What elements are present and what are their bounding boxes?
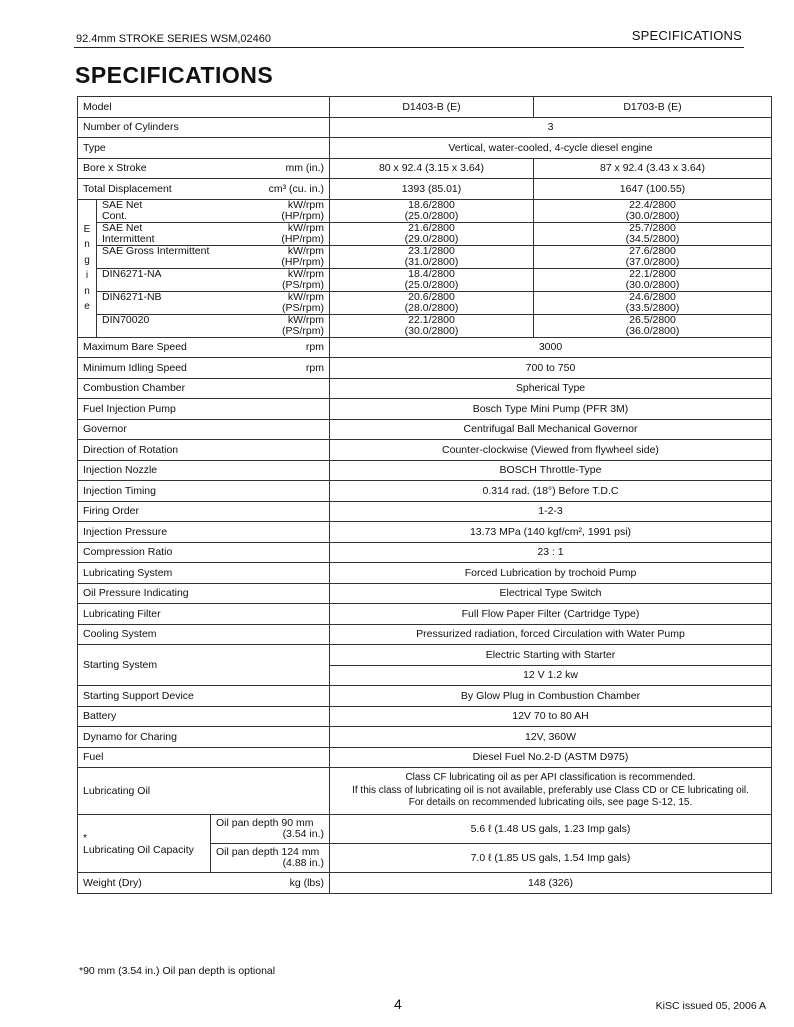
- engine-name-sub: Intermittent: [102, 232, 155, 245]
- engine-a-value: 20.6/2800: [408, 290, 455, 303]
- oilcap-r2-value: 7.0 ℓ (1.85 US gals, 1.54 Imp gals): [330, 844, 772, 873]
- issued-note: KiSC issued 05, 2006 A: [655, 1000, 766, 1012]
- engine-row: [78, 199, 772, 222]
- engine-name: SAE Net: [102, 198, 143, 211]
- displacement-label: Total Displacement: [83, 182, 172, 195]
- engine-a-value-alt: (30.0/2800): [404, 324, 459, 337]
- weight-cell: [78, 873, 330, 894]
- timing-value: 0.314 rad. (18°) Before T.D.C: [330, 481, 772, 502]
- row-firing: [78, 501, 772, 522]
- fuel-label: Fuel: [78, 747, 330, 768]
- engine-b-value: 25.7/2800: [629, 221, 676, 234]
- oilcap-r1-label: Oil pan depth 90 mm: [216, 817, 314, 829]
- row-compression: [78, 542, 772, 563]
- engine-unit: kW/rpm: [287, 198, 324, 211]
- luboil-value: [330, 768, 772, 815]
- engine-row: [78, 268, 772, 291]
- engine-unit-sub: (PS/rpm): [282, 301, 324, 314]
- engine-a-value: 23.1/2800: [408, 244, 455, 257]
- row-nozzle: [78, 460, 772, 481]
- engine-a-value-alt: (31.0/2800): [404, 255, 459, 268]
- rotation-value: Counter-clockwise (Viewed from flywheel side): [330, 440, 772, 461]
- startsupport-value: By Glow Plug in Combustion Chamber: [330, 686, 772, 707]
- oilcap-label: Lubricating Oil Capacity: [83, 843, 194, 856]
- oilpressure-label: Oil Pressure Indicating: [78, 583, 330, 604]
- oilcap-r2-label: Oil pan depth 124 mm: [216, 846, 320, 858]
- firing-value: 1-2-3: [330, 501, 772, 522]
- engine-row-label: [97, 199, 330, 222]
- governor-label: Governor: [78, 419, 330, 440]
- engine-row: [78, 314, 772, 337]
- engine-unit-sub: (HP/rpm): [281, 209, 324, 222]
- maxspeed-cell: [78, 337, 330, 358]
- engine-letter: n: [84, 285, 90, 297]
- battery-label: Battery: [78, 706, 330, 727]
- oilcap-r2-cell: [211, 844, 330, 873]
- engine-letter: g: [84, 254, 90, 266]
- engine-a-value-alt: (29.0/2800): [404, 232, 459, 245]
- engine-b-value-alt: (37.0/2800): [625, 255, 680, 268]
- compression-value: 23 : 1: [330, 542, 772, 563]
- model-label: Model: [78, 97, 330, 118]
- engine-row-label: [97, 314, 330, 337]
- engine-name: SAE Net: [102, 221, 143, 234]
- weight-value: 148 (326): [330, 873, 772, 894]
- row-lubfilter: [78, 604, 772, 625]
- row-combustion: [78, 378, 772, 399]
- row-rotation: [78, 440, 772, 461]
- engine-unit-sub: (PS/rpm): [282, 324, 324, 337]
- header-rule: [74, 47, 744, 48]
- nozzle-label: Injection Nozzle: [78, 460, 330, 481]
- cylinders-value: 3: [330, 117, 772, 138]
- rotation-label: Direction of Rotation: [78, 440, 330, 461]
- engine-a-value-alt: (28.0/2800): [404, 301, 459, 314]
- maxspeed-value: 3000: [330, 337, 772, 358]
- engine-a: [330, 291, 534, 314]
- combustion-label: Combustion Chamber: [78, 378, 330, 399]
- row-weight: [78, 873, 772, 894]
- row-displacement: [78, 179, 772, 200]
- cylinders-label: Number of Cylinders: [78, 117, 330, 138]
- displacement-unit: cm³ (cu. in.): [268, 182, 324, 195]
- engine-unit: kW/rpm: [287, 244, 324, 257]
- page-title: SPECIFICATIONS: [75, 62, 274, 88]
- engine-b: [534, 222, 772, 245]
- engine-a-value: 22.1/2800: [408, 313, 455, 326]
- engine-a-value: 18.6/2800: [408, 198, 455, 211]
- maxspeed-label: Maximum Bare Speed: [83, 341, 187, 354]
- engine-b-value: 26.5/2800: [629, 313, 676, 326]
- engine-row: [78, 222, 772, 245]
- engine-letter: n: [84, 239, 90, 250]
- oilcap-star: *: [83, 831, 88, 844]
- row-pump: [78, 399, 772, 420]
- luboil-line-2: If this class of lubricating oil is not available, preferably use Class CD or CE lubricating oil.: [352, 784, 749, 796]
- model-b: D1703-B (E): [534, 97, 772, 118]
- luboil-line-3: For details on recommended lubricating oils, see page S-12, 15.: [408, 797, 693, 809]
- engine-a-value-alt: (25.0/2800): [404, 209, 459, 222]
- cooling-label: Cooling System: [78, 624, 330, 645]
- battery-value: 12V 70 to 80 AH: [330, 706, 772, 727]
- engine-name: DIN70020: [102, 313, 150, 326]
- engine-name-sub: Cont.: [102, 209, 128, 222]
- engine-b: [534, 314, 772, 337]
- cooling-value: Pressurized radiation, forced Circulation with Water Pump: [330, 624, 772, 645]
- engine-name: DIN6271-NA: [102, 267, 162, 280]
- engine-row: [78, 245, 772, 268]
- row-cylinders: [78, 117, 772, 138]
- luboil-label: Lubricating Oil: [78, 768, 330, 815]
- engine-unit-sub: (PS/rpm): [282, 278, 324, 291]
- engine-a: [330, 199, 534, 222]
- dynamo-label: Dynamo for Charing: [78, 727, 330, 748]
- oilcap-r1-value: 5.6 ℓ (1.48 US gals, 1.23 Imp gals): [330, 815, 772, 844]
- row-model: [78, 97, 772, 118]
- oilcap-r2-sub: (4.88 in.): [282, 857, 324, 869]
- engine-unit: kW/rpm: [287, 290, 324, 303]
- lubfilter-label: Lubricating Filter: [78, 604, 330, 625]
- series-header: 92.4mm STROKE SERIES WSM,02460: [76, 33, 272, 45]
- pump-value: Bosch Type Mini Pump (PFR 3M): [330, 399, 772, 420]
- row-cooling: [78, 624, 772, 645]
- engine-a: [330, 245, 534, 268]
- engine-b: [534, 245, 772, 268]
- engine-row-label: [97, 222, 330, 245]
- bore-cell: [78, 158, 330, 179]
- row-luboil: [78, 768, 772, 815]
- nozzle-value: BOSCH Throttle-Type: [330, 460, 772, 481]
- idle-label: Minimum Idling Speed: [83, 361, 187, 374]
- row-idle: [78, 358, 772, 379]
- luboil-line-1: Class CF lubricating oil as per API classification is recommended.: [405, 772, 696, 784]
- row-timing: [78, 481, 772, 502]
- engine-unit-sub: (HP/rpm): [281, 232, 324, 245]
- engine-row-label: [97, 268, 330, 291]
- lubsystem-value: Forced Lubrication by trochoid Pump: [330, 563, 772, 584]
- lubfilter-value: Full Flow Paper Filter (Cartridge Type): [330, 604, 772, 625]
- idle-unit: rpm: [305, 361, 324, 374]
- engine-unit: kW/rpm: [287, 313, 324, 326]
- injpressure-label: Injection Pressure: [78, 522, 330, 543]
- row-bore: [78, 158, 772, 179]
- displacement-a: 1393 (85.01): [330, 179, 534, 200]
- injpressure-value: 13.73 MPa (140 kgf/cm², 1991 psi): [330, 522, 772, 543]
- engine-b-value-alt: (34.5/2800): [625, 232, 680, 245]
- row-dynamo: [78, 727, 772, 748]
- engine-b-value: 27.6/2800: [629, 244, 676, 257]
- engine-b-value: 24.6/2800: [629, 290, 676, 303]
- maxspeed-unit: rpm: [305, 341, 324, 354]
- starting-value-1: Electric Starting with Starter: [330, 645, 772, 666]
- bore-label: Bore x Stroke: [83, 162, 147, 175]
- bore-unit: mm (in.): [285, 162, 324, 175]
- engine-name: DIN6271-NB: [102, 290, 162, 303]
- displacement-b: 1647 (100.55): [534, 179, 772, 200]
- engine-letter: E: [83, 223, 91, 235]
- engine-b: [534, 291, 772, 314]
- engine-b-value-alt: (36.0/2800): [625, 324, 680, 337]
- idle-value: 700 to 750: [330, 358, 772, 379]
- engine-b: [534, 199, 772, 222]
- oilcap-r1-sub: (3.54 in.): [282, 828, 324, 840]
- row-governor: [78, 419, 772, 440]
- row-type: [78, 138, 772, 159]
- section-header: SPECIFICATIONS: [631, 28, 742, 43]
- engine-b-value-alt: (30.0/2800): [625, 209, 680, 222]
- fuel-value: Diesel Fuel No.2-D (ASTM D975): [330, 747, 772, 768]
- row-starting: [78, 645, 772, 666]
- engine-b-value: 22.4/2800: [629, 198, 676, 211]
- row-oilcap-1: [78, 815, 772, 844]
- engine-a: [330, 222, 534, 245]
- timing-label: Injection Timing: [78, 481, 330, 502]
- row-injpressure: [78, 522, 772, 543]
- row-battery: [78, 706, 772, 727]
- spec-table: [77, 96, 772, 894]
- row-oilpressure: [78, 583, 772, 604]
- engine-b-value: 22.1/2800: [629, 267, 676, 280]
- engine-b: [534, 268, 772, 291]
- row-maxspeed: [78, 337, 772, 358]
- oilcap-r1-cell: [211, 815, 330, 844]
- engine-letter: e: [84, 301, 90, 312]
- engine-row: [78, 291, 772, 314]
- engine-vertical-label: [78, 199, 97, 337]
- type-value: Vertical, water-cooled, 4-cycle diesel engine: [330, 138, 772, 159]
- engine-a-value: 21.6/2800: [408, 221, 455, 234]
- engine-a: [330, 314, 534, 337]
- pump-label: Fuel Injection Pump: [78, 399, 330, 420]
- startsupport-label: Starting Support Device: [78, 686, 330, 707]
- governor-value: Centrifugal Ball Mechanical Governor: [330, 419, 772, 440]
- weight-label: Weight (Dry): [83, 876, 142, 889]
- row-lubsystem: [78, 563, 772, 584]
- engine-unit: kW/rpm: [287, 267, 324, 280]
- compression-label: Compression Ratio: [78, 542, 330, 563]
- page-number: 4: [394, 996, 402, 1012]
- idle-cell: [78, 358, 330, 379]
- engine-row-label: [97, 245, 330, 268]
- bore-b: 87 x 92.4 (3.43 x 3.64): [534, 158, 772, 179]
- firing-label: Firing Order: [78, 501, 330, 522]
- weight-unit: kg (lbs): [289, 876, 324, 889]
- type-label: Type: [78, 138, 330, 159]
- dynamo-value: 12V, 360W: [330, 727, 772, 748]
- engine-unit: kW/rpm: [287, 221, 324, 234]
- engine-a-value-alt: (25.0/2800): [404, 278, 459, 291]
- engine-a: [330, 268, 534, 291]
- engine-b-value-alt: (30.0/2800): [625, 278, 680, 291]
- model-a: D1403-B (E): [330, 97, 534, 118]
- bore-a: 80 x 92.4 (3.15 x 3.64): [330, 158, 534, 179]
- starting-label: Starting System: [78, 645, 330, 686]
- row-fuel: [78, 747, 772, 768]
- footnote: *90 mm (3.54 in.) Oil pan depth is optional: [79, 965, 276, 977]
- oilcap-label-cell: [78, 815, 211, 873]
- row-startsupport: [78, 686, 772, 707]
- engine-unit-sub: (HP/rpm): [281, 255, 324, 268]
- combustion-value: Spherical Type: [330, 378, 772, 399]
- engine-a-value: 18.4/2800: [408, 267, 455, 280]
- displacement-cell: [78, 179, 330, 200]
- starting-value-2: 12 V 1.2 kw: [330, 665, 772, 686]
- engine-name: SAE Gross Intermittent: [102, 244, 210, 257]
- engine-letter: i: [85, 270, 89, 281]
- engine-row-label: [97, 291, 330, 314]
- oilpressure-value: Electrical Type Switch: [330, 583, 772, 604]
- engine-b-value-alt: (33.5/2800): [625, 301, 680, 314]
- lubsystem-label: Lubricating System: [78, 563, 330, 584]
